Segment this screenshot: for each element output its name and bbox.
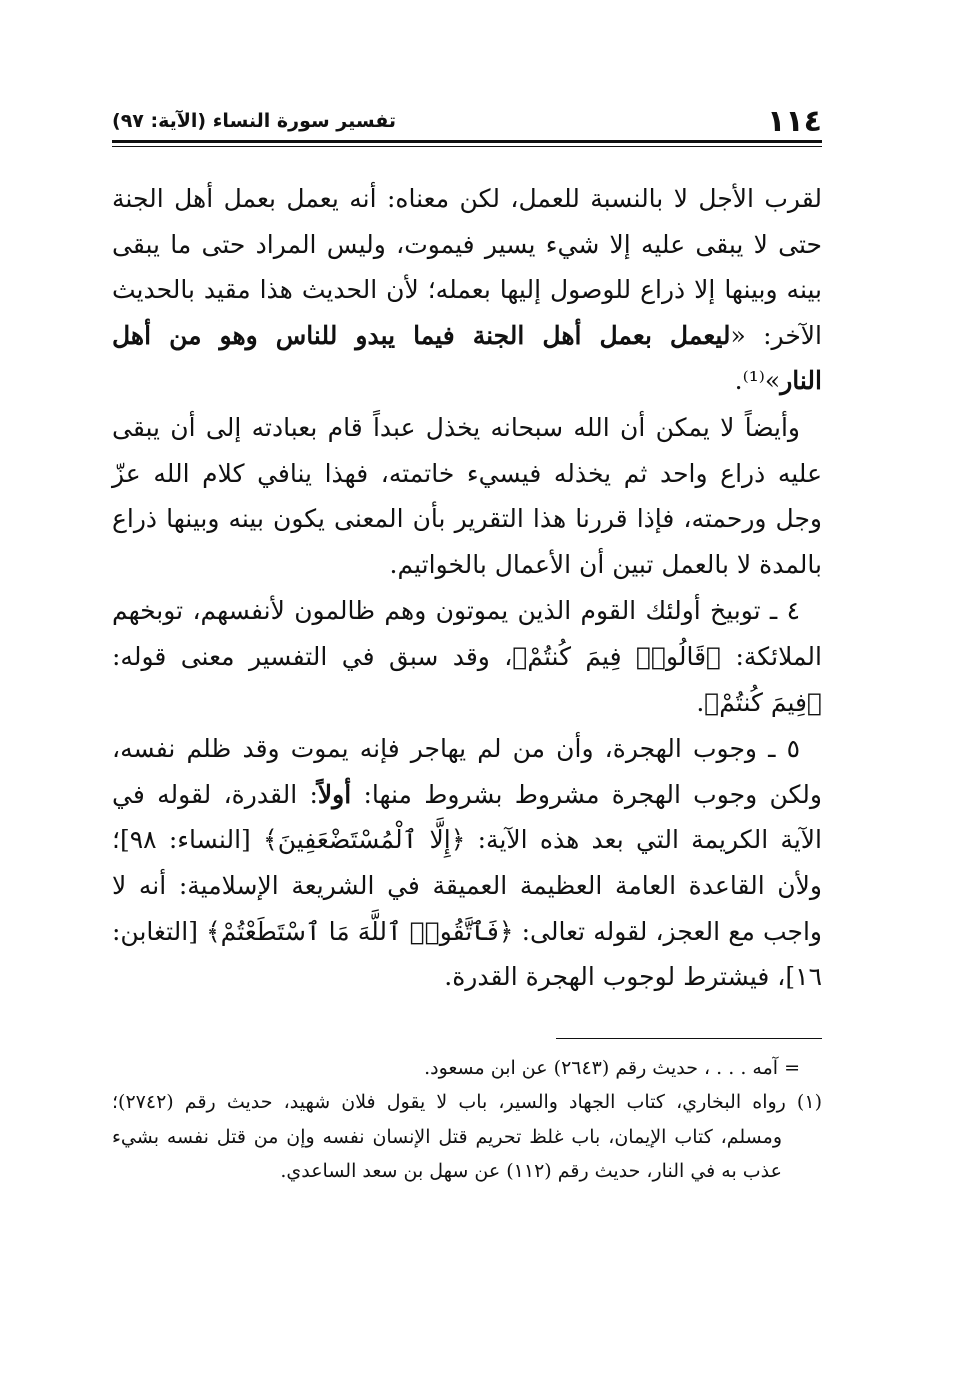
paragraph-1-end: »⁽¹⁾. (734, 366, 781, 396)
paragraph-3: ٤ ـ توبيخ أولئك القوم الذين يموتون وهم ظالمون لأنفسهم، توبخهم الملائكة: ﴿قَالُوا۟ فِيمَ كُنتُمْ﴾، وقد سبق في التفسير معنى قوله: ﴿فِيمَ كُنتُمْ﴾. (112, 596, 822, 717)
footnote-continued: = آمه . . . ، حديث رقم (٢٦٤٣) عن ابن مسعود. (424, 1056, 800, 1079)
header-rule-thick (112, 140, 822, 143)
paragraph-2: وأيضاً لا يمكن أن الله سبحانه يخذل عبداً قام بعبادته إلى أن يبقى عليه ذراع واحد ثم يخذله فيسيء خاتمته، فهذا ينافي كلام الله عزّ وجل ورحمته، فإذا قررنا هذا التقرير بأن المعنى يكون بينه وبينها ذراع بالمدة لا بالعمل تبين أن الأعمال بالخواتيم. (112, 412, 822, 579)
paragraph-4-text: ٥ ـ وجوب الهجرة، وأن من لم يهاجر فإنه يموت وقد ظلم نفسه، ولكن وجوب الهجرة مشروط بشروط منها: (112, 734, 822, 809)
paragraph-1 (112, 176, 822, 404)
paragraph-4 (112, 726, 822, 1000)
hadith-quote: ليعمل بعمل أهل الجنة فيما يبدو للناس وهو من أهل النار (112, 320, 822, 396)
running-head (112, 96, 822, 142)
footnote-separator (556, 1038, 822, 1039)
footnote-1: (١) رواه البخاري، كتاب الجهاد والسير، باب لا يقول فلان شهيد، حديث رقم (٢٧٤٢)؛ ومسلم، كتاب الإيمان، باب غلظ تحريم قتل الإنسان نفسه وإن من قتل نفسه بشيء عذب به في النار، حديث رقم (١١٢) عن سهل بن سعد الساعدي. (112, 1091, 822, 1183)
paragraph-1-text: لقرب الأجل لا بالنسبة للعمل، لكن معناه: أنه يعمل بعمل أهل الجنة حتى لا يبقى عليه إلا شيء يسير فيموت، وليس المراد حتى ما يبقى بينه وبينها إلا ذراع للوصول إليها بعمله؛ لأن الحديث هذا مقيد بالحديث الآخر: « (112, 184, 822, 350)
running-title: تفسير سورة النساء (الآية: ٩٧) (112, 110, 397, 132)
first-condition-label: أولاً (317, 779, 352, 809)
header-rule-thin (112, 146, 822, 147)
book-page (112, 96, 822, 1189)
paragraph-4-rest: : القدرة، لقوله في الآية الكريمة التي بعد هذه الآية: ﴿إِلَّا ٱلْمُسْتَضْعَفِينَ﴾ [النساء: ٩٨]؛ ولأن القاعدة العامة العظيمة العميقة في الشريعة الإسلامية: أنه لا واجب مع العجز، لقوله تعالى: ﴿فَٱتَّقُوا۟ ٱللَّهَ مَا ٱسْتَطَعْتُمْ﴾ [التغابن: ١٦]، فيشترط لوجوب الهجرة القدرة. (112, 779, 822, 992)
main-text (112, 176, 822, 1000)
footnotes (112, 1051, 822, 1189)
page-number: ١١٤ (767, 104, 822, 139)
